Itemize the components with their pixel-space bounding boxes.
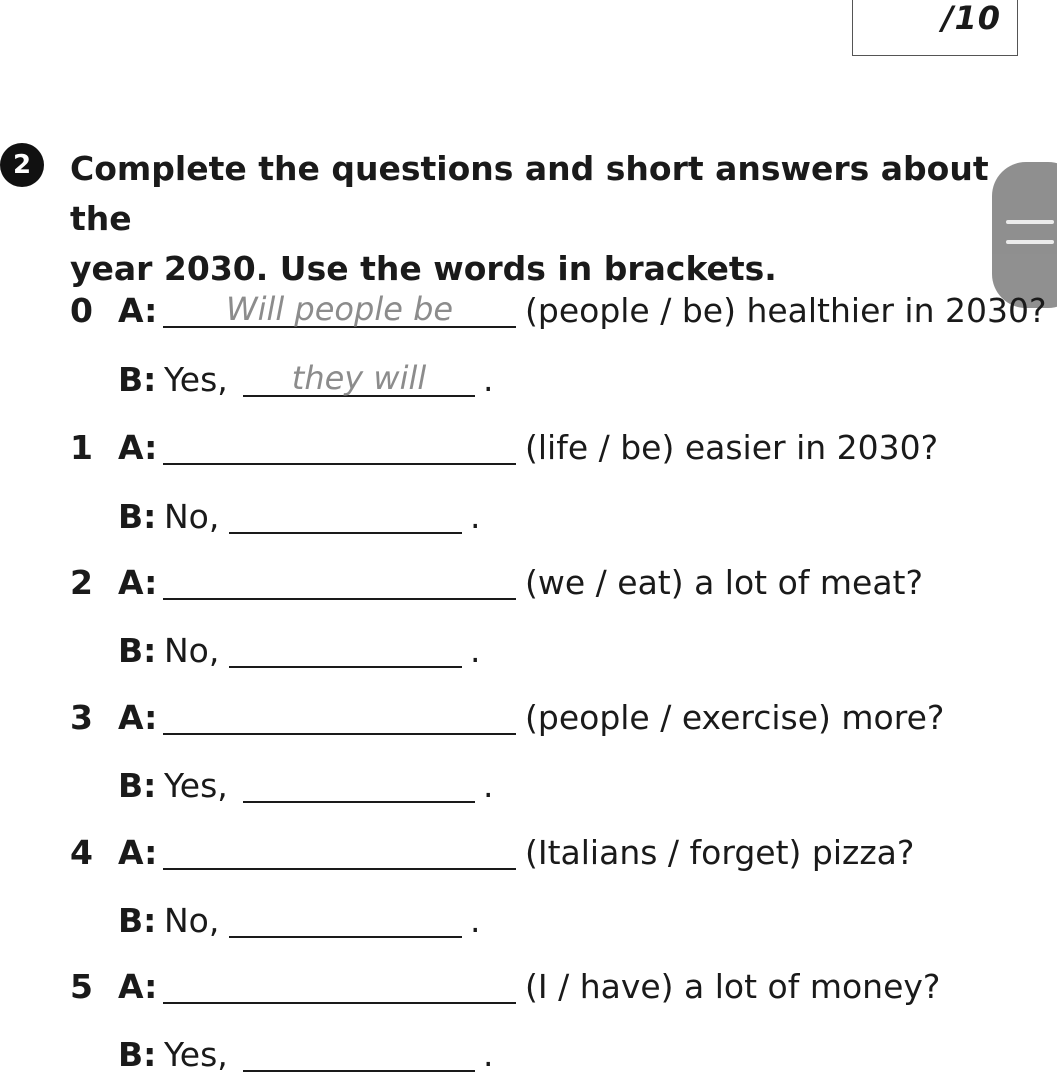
answer-blank-b[interactable]	[229, 900, 462, 938]
item-number: 3	[70, 698, 93, 737]
short-answer-start: No,	[164, 497, 220, 536]
speaker-b-label: B:	[118, 497, 157, 536]
exercise-number-badge: 2	[0, 143, 44, 187]
exercise-instruction	[70, 144, 1030, 294]
speaker-b-label: B:	[118, 360, 157, 399]
answer-text: they will	[291, 359, 427, 397]
question-row-0	[0, 286, 1057, 336]
answer-blank-b[interactable]	[243, 765, 475, 803]
short-answer-end: .	[483, 766, 494, 805]
short-answer-end: .	[470, 631, 481, 670]
speaker-a-label: A:	[118, 428, 158, 467]
question-prompt: (I / have) a lot of money?	[525, 967, 941, 1006]
speaker-a-label: A:	[118, 563, 158, 602]
short-answer-start: No,	[164, 901, 220, 940]
speaker-a-label: A:	[118, 698, 158, 737]
instruction-line-1: Complete the questions and short answers about the	[70, 149, 989, 238]
short-answer-start: Yes,	[164, 766, 228, 805]
answer-blank-a[interactable]	[163, 966, 516, 1004]
answer-blank-b[interactable]	[243, 1034, 475, 1072]
item-number: 2	[70, 563, 93, 602]
score-total: /10	[941, 0, 1001, 37]
item-number: 1	[70, 428, 93, 467]
answer-blank-a[interactable]	[163, 427, 516, 465]
question-row-3	[0, 693, 1057, 743]
instruction-line-2: year 2030. Use the words in brackets.	[70, 249, 777, 288]
answer-blank-a[interactable]	[163, 562, 516, 600]
answer-blank-a[interactable]	[163, 290, 516, 328]
speaker-a-label: A:	[118, 967, 158, 1006]
question-prompt: (Italians / forget) pizza?	[525, 833, 915, 872]
item-number: 0	[70, 291, 93, 330]
question-prompt: (people / be) healthier in 2030?	[525, 291, 1047, 330]
question-row-4	[0, 828, 1057, 878]
speaker-a-label: A:	[118, 291, 158, 330]
item-number: 5	[70, 967, 93, 1006]
answer-blank-b[interactable]	[229, 630, 462, 668]
handle-bar-icon	[1006, 240, 1054, 244]
short-answer-end: .	[483, 1035, 494, 1074]
question-prompt: (life / be) easier in 2030?	[525, 428, 939, 467]
question-row-2	[0, 558, 1057, 608]
short-answer-end: .	[470, 497, 481, 536]
question-row-1	[0, 423, 1057, 473]
answer-row-1	[0, 492, 600, 542]
answer-row-4	[0, 896, 600, 946]
speaker-a-label: A:	[118, 833, 158, 872]
short-answer-start: No,	[164, 631, 220, 670]
answer-blank-a[interactable]	[163, 697, 516, 735]
short-answer-start: Yes,	[164, 1035, 228, 1074]
answer-row-0	[0, 355, 600, 405]
speaker-b-label: B:	[118, 766, 157, 805]
question-prompt: (we / eat) a lot of meat?	[525, 563, 924, 602]
speaker-b-label: B:	[118, 901, 157, 940]
short-answer-end: .	[483, 360, 494, 399]
question-prompt: (people / exercise) more?	[525, 698, 945, 737]
score-box	[852, 0, 1018, 56]
answer-blank-b[interactable]	[243, 359, 475, 397]
speaker-b-label: B:	[118, 1035, 157, 1074]
answer-text: Will people be	[225, 290, 454, 328]
answer-blank-b[interactable]	[229, 496, 462, 534]
answer-row-2	[0, 626, 600, 676]
handle-bar-icon	[1006, 220, 1054, 224]
answer-row-5	[0, 1030, 600, 1080]
answer-blank-a[interactable]	[163, 832, 516, 870]
question-row-5	[0, 962, 1057, 1012]
short-answer-end: .	[470, 901, 481, 940]
short-answer-start: Yes,	[164, 360, 228, 399]
item-number: 4	[70, 833, 93, 872]
speaker-b-label: B:	[118, 631, 157, 670]
answer-row-3	[0, 761, 600, 811]
